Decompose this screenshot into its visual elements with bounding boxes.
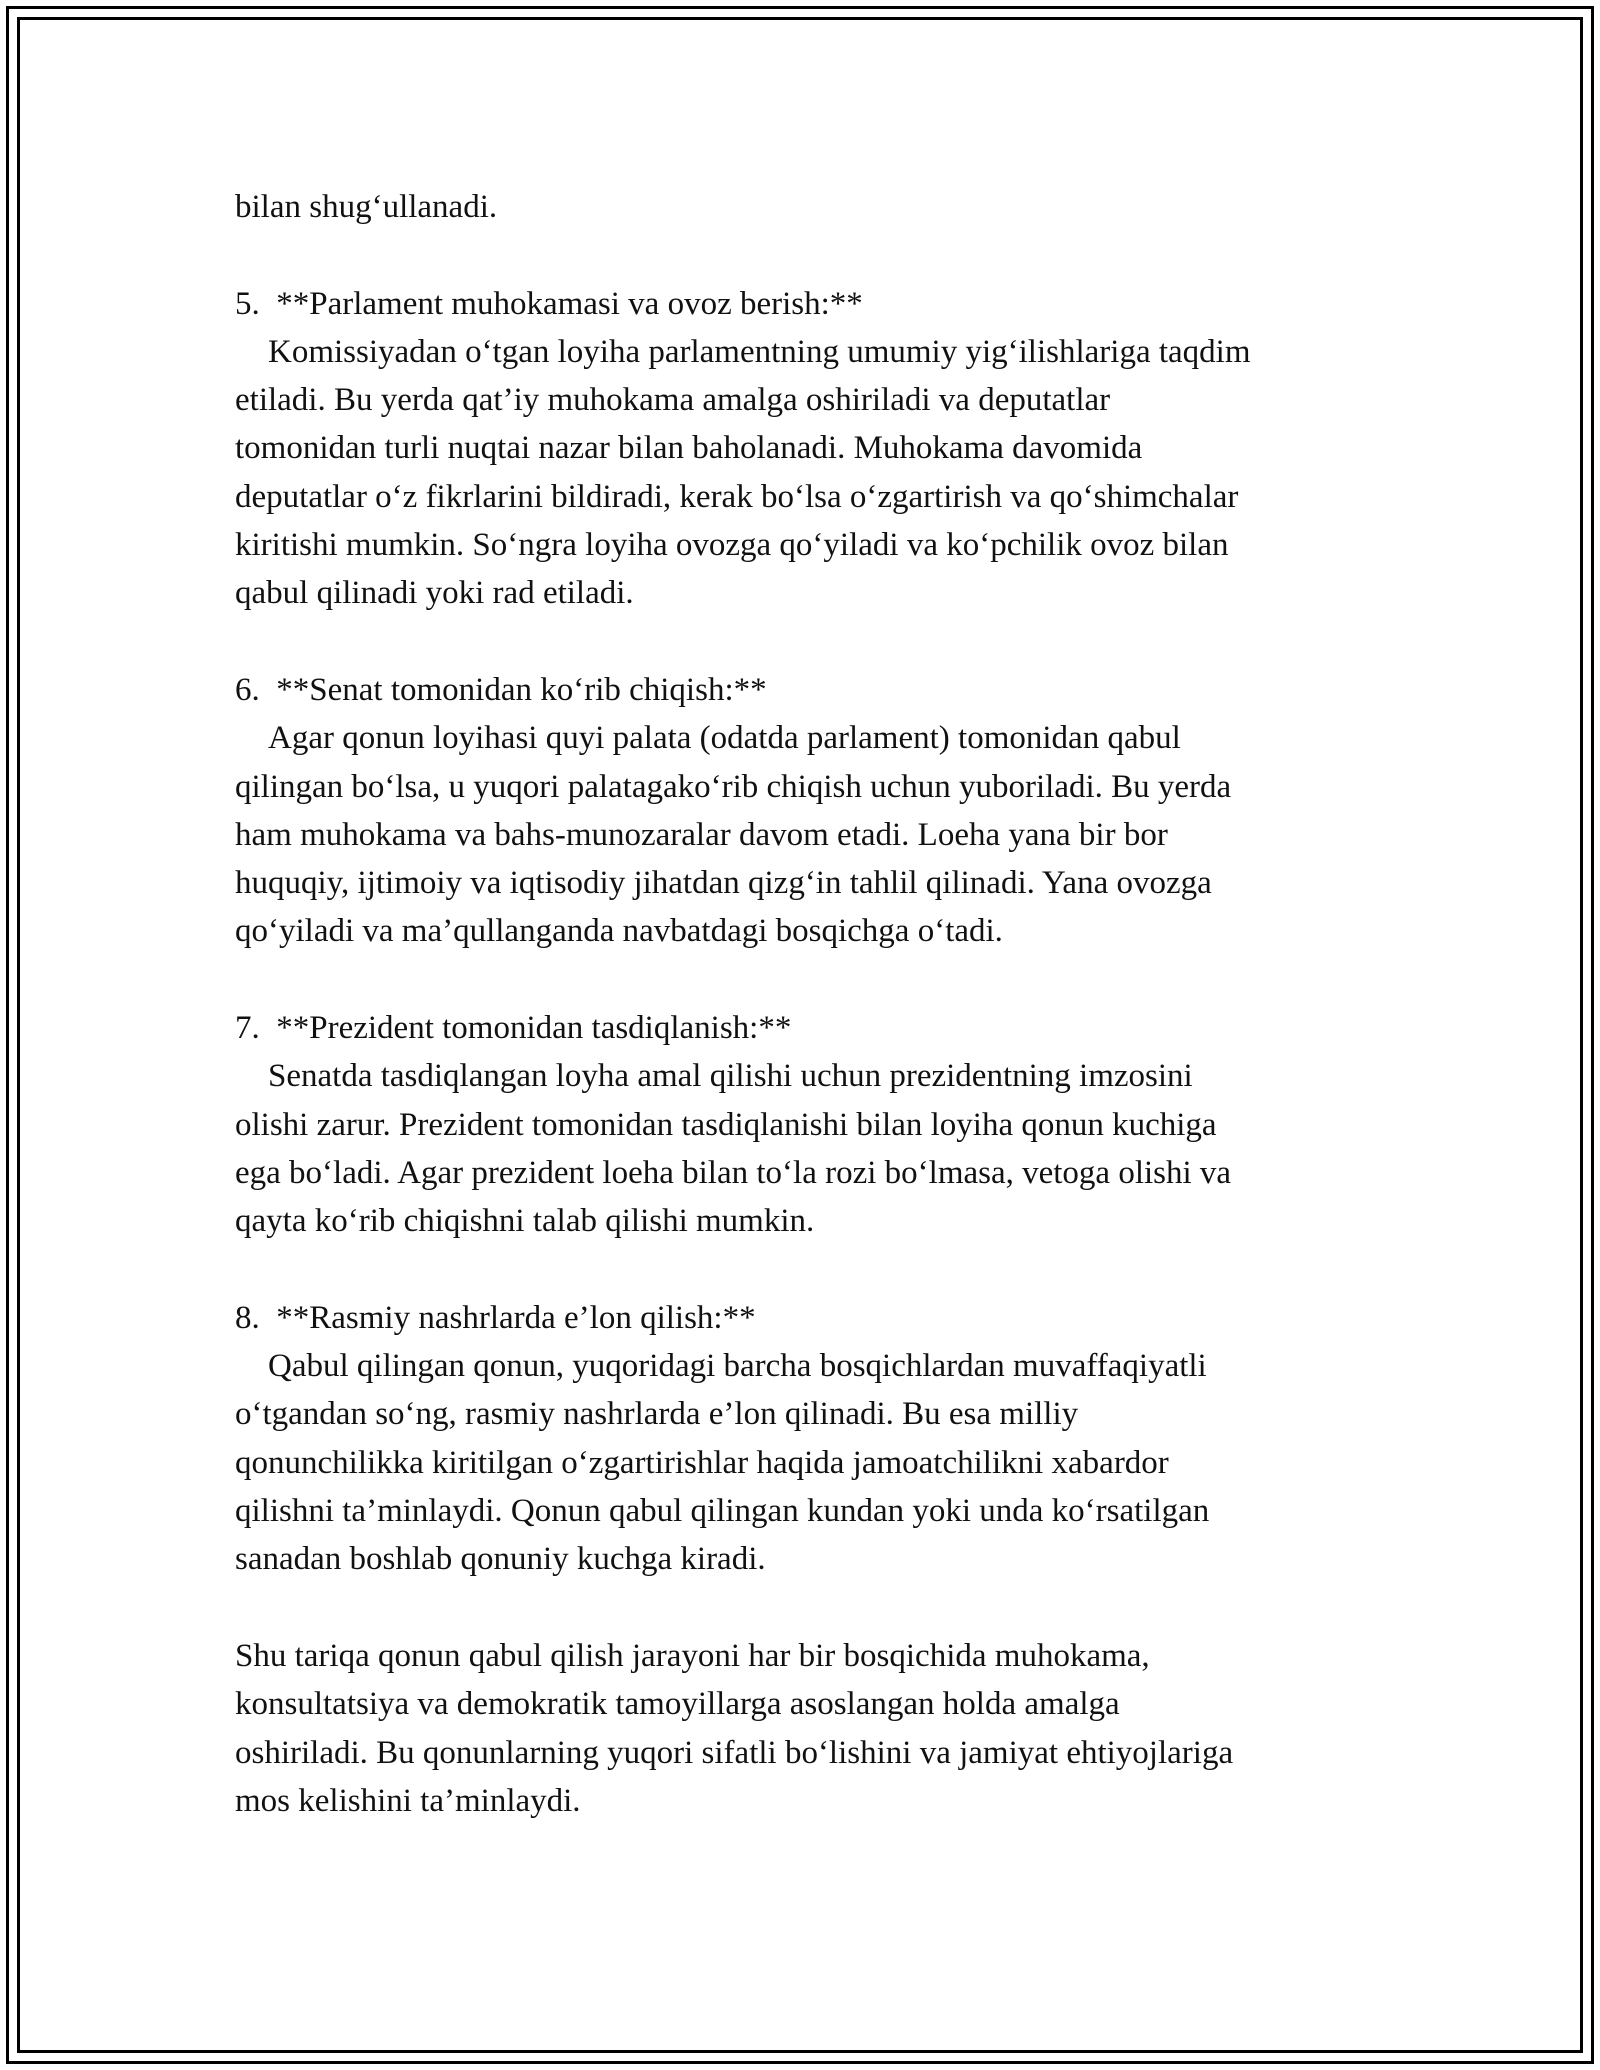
text-line: etiladi. Bu yerda qat’iy muhokama amalga oshiriladi va deputatlar xyxy=(235,382,1111,419)
text-line: Qabul qilingan qonun, yuqoridagi barcha bosqichlardan muvaffaqiyatli xyxy=(235,1348,1207,1385)
paragraph-gap xyxy=(235,231,1375,279)
text-line: Komissiyadan o‘tgan loyiha parlamentning umumiy yig‘ilishlariga taqdim xyxy=(235,333,1251,370)
text-line: qilishni ta’minlaydi. Qonun qabul qilingan kundan yoki unda ko‘rsatilgan xyxy=(235,1493,1210,1530)
text-line: qayta ko‘rib chiqishni talab qilishi mumkin. xyxy=(235,1203,815,1240)
text-line: bilan shug‘ullanadi. xyxy=(235,189,498,225)
section-heading-8: 8. **Rasmiy nashrlarda e’lon qilish:** xyxy=(235,1299,756,1336)
document-body xyxy=(235,183,1375,1825)
paragraph-gap xyxy=(235,1584,1375,1632)
section-heading-7: 7. **Prezident tomonidan tasdiqlanish:** xyxy=(235,1010,792,1047)
conclusion-line: Shu tariqa qonun qabul qilish jarayoni har bir bosqichida muhokama, xyxy=(235,1637,1150,1674)
text-line: deputatlar o‘z fikrlarini bildiradi, kerak bo‘lsa o‘zgartirish va qo‘shimchalar xyxy=(235,478,1239,515)
conclusion-line: oshiriladi. Bu qonunlarning yuqori sifatli bo‘lishini va jamiyat ehtiyojlariga xyxy=(235,1734,1234,1771)
section-heading-6: 6. **Senat tomonidan ko‘rib chiqish:** xyxy=(235,671,767,708)
text-line: qilingan bo‘lsa, u yuqori palatagako‘rib chiqish uchun yuboriladi. Bu yerda xyxy=(235,768,1232,805)
section-heading-5: 5. **Parlament muhokamasi va ovoz berish:** xyxy=(235,285,863,322)
text-line: qonunchilikka kiritilgan o‘zgartirishlar haqida jamoatchilikni xabardor xyxy=(235,1444,1169,1481)
text-line: huquqiy, ijtimoiy va iqtisodiy jihatdan qizg‘in tahlil qilinadi. Yana ovozga xyxy=(235,865,1212,902)
text-line: olishi zarur. Prezident tomonidan tasdiqlanishi bilan loyiha qonun kuchiga xyxy=(235,1106,1217,1143)
text-line: Senatda tasdiqlangan loyha amal qilishi uchun prezidentning imzosini xyxy=(235,1058,1193,1095)
text-line: qo‘yiladi va ma’qullanganda navbatdagi bosqichga o‘tadi. xyxy=(235,913,1003,950)
text-line: qabul qilinadi yoki rad etiladi. xyxy=(235,575,634,612)
text-line: kiritishi mumkin. So‘ngra loyiha ovozga qo‘yiladi va ko‘pchilik ovoz bilan xyxy=(235,527,1229,564)
text-line: Agar qonun loyihasi quyi palata (odatda parlament) tomonidan qabul xyxy=(235,720,1181,757)
paragraph-gap xyxy=(235,1246,1375,1294)
text-line: ham muhokama va bahs-munozaralar davom etadi. Loeha yana bir bor xyxy=(235,816,1168,853)
conclusion-line: mos kelishini ta’minlaydi. xyxy=(235,1782,581,1819)
text-line: ega bo‘ladi. Agar prezident loeha bilan to‘la rozi bo‘lmasa, vetoga olishi va xyxy=(235,1154,1232,1191)
paragraph-gap xyxy=(235,618,1375,666)
text-line: o‘tgandan so‘ng, rasmiy nashrlarda e’lon qilinadi. Bu esa milliy xyxy=(235,1396,1079,1433)
text-line: tomonidan turli nuqtai nazar bilan baholanadi. Muhokama davomida xyxy=(235,430,1143,467)
conclusion-line: konsultatsiya va demokratik tamoyillarga asoslangan holda amalga xyxy=(235,1686,1120,1723)
text-line: sanadan boshlab qonuniy kuchga kiradi. xyxy=(235,1541,766,1578)
paragraph-gap xyxy=(235,956,1375,1004)
